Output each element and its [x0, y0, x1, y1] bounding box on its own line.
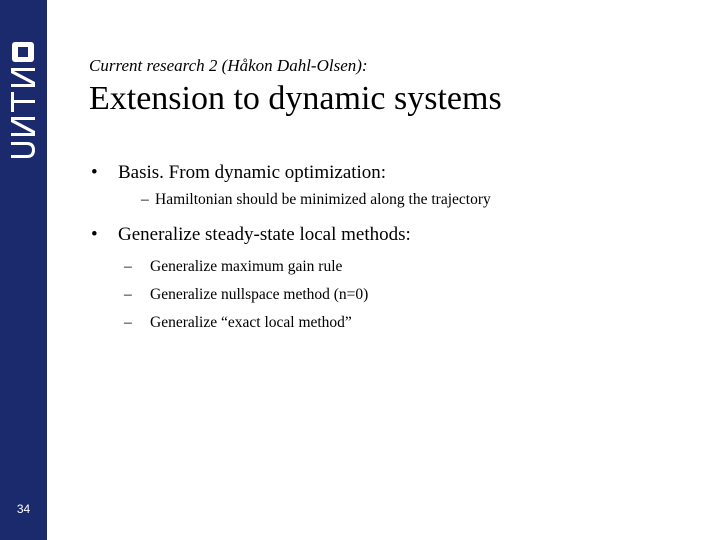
sidebar [0, 0, 47, 540]
sub-item [118, 281, 706, 309]
sub-item-text: Hamiltonian should be minimized along the trajectory [155, 191, 491, 208]
sub-item-text: Generalize maximum gain rule [150, 258, 343, 275]
bullet-marker: • [91, 224, 98, 245]
bullet-marker: • [91, 162, 98, 183]
dash-marker: – [141, 191, 149, 208]
bullet-text: Generalize steady-state local methods: [118, 224, 411, 245]
ntnu-logo [9, 40, 39, 170]
dash-marker: – [124, 258, 132, 275]
sub-item-text: Generalize “exact local method” [150, 314, 352, 331]
sub-list [118, 190, 706, 210]
bullet-item [86, 162, 706, 210]
bullet-item [86, 224, 706, 337]
page-number: 34 [16, 502, 31, 516]
sub-list [118, 253, 706, 337]
sub-item [118, 309, 706, 337]
sub-item [118, 253, 706, 281]
slide-subtitle: Current research 2 (Håkon Dahl-Olsen): [89, 56, 368, 75]
sub-item [118, 190, 706, 210]
slide-title: Extension to dynamic systems [89, 80, 502, 117]
bullet-list [86, 162, 706, 351]
bullet-text: Basis. From dynamic optimization: [118, 162, 387, 183]
dash-marker: – [124, 286, 132, 303]
dash-marker: – [124, 314, 132, 331]
sub-item-text: Generalize nullspace method (n=0) [150, 286, 369, 303]
